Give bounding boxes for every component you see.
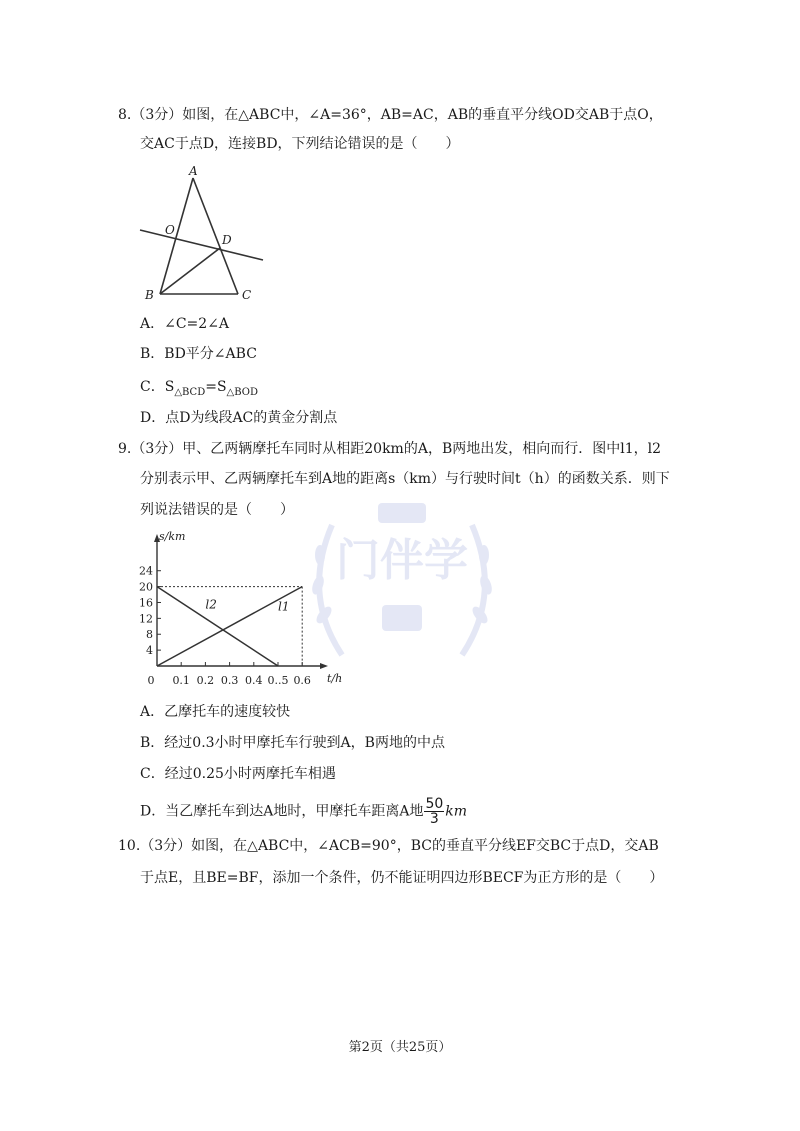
x-tick-label: 0..5 — [267, 674, 289, 687]
fraction-numerator: 50 — [425, 796, 444, 812]
label-d: D — [222, 233, 232, 247]
q8-line-1: 8.（3分）如图，在△ABC中，∠A=36°，AB=AC，AB的垂直平分线OD交AB于点O， — [118, 107, 663, 123]
q8-option-c-sub2: △BOD — [226, 386, 258, 398]
q8-option-d: D．点D为线段AC的黄金分割点 — [140, 410, 338, 426]
q8-line-2: 交AC于点D，连接BD，下列结论错误的是（ ） — [140, 136, 460, 152]
x-axis-arrow — [320, 663, 328, 669]
x-tick-label: 0.6 — [293, 674, 311, 687]
label-b: B — [145, 288, 154, 302]
q8-option-c-sub1: △BCD — [174, 386, 206, 398]
x-tick-label: 0.2 — [196, 674, 215, 687]
series-label-l1: l1 — [278, 599, 290, 614]
series-line-l2 — [157, 587, 278, 666]
q9-option-a: A．乙摩托车的速度较快 — [140, 704, 291, 720]
q8-option-b: B．BD平分∠ABC — [140, 346, 257, 362]
q9-line-2: 分别表示甲、乙两辆摩托车到A地的距离s（km）与行驶时间t（h）的函数关系．则下 — [140, 471, 670, 487]
fraction-denominator: 3 — [429, 811, 439, 827]
fraction-50-3 — [424, 797, 444, 826]
series-label-l2: l2 — [205, 597, 217, 612]
y-tick-label: 20 — [139, 580, 153, 594]
q10-line-2: 于点E，且BE=BF，添加一个条件，仍不能证明四边形BECF为正方形的是（ ） — [140, 870, 664, 886]
q9-option-d — [140, 797, 467, 826]
q10-line-1: 10.（3分）如图，在△ABC中，∠ACB=90°，BC的垂直平分线EF交BC于点D，交AB — [118, 838, 659, 854]
y-tick-label: 4 — [146, 644, 153, 658]
q9-option-b: B．经过0.3小时甲摩托车行驶到A，B两地的中点 — [140, 735, 445, 751]
watermark-text: 门伴学 — [336, 535, 468, 586]
line-od — [140, 230, 263, 260]
q9-option-d-unit: km — [445, 803, 468, 820]
y-axis-label: s/km — [159, 530, 186, 543]
q8-option-a: A．∠C=2∠A — [140, 316, 230, 332]
page-footer: 第2页（共25页） — [348, 1040, 452, 1055]
x-tick-label: 0.3 — [220, 674, 239, 687]
q8-triangle-figure — [135, 162, 270, 302]
q8-option-c-mid: =S — [205, 379, 227, 395]
q9-line-1: 9.（3分）甲、乙两辆摩托车同时从相距20km的A，B两地出发，相向而行．图中l1，l2 — [118, 441, 662, 457]
x-tick-label: 0.1 — [172, 674, 190, 687]
label-a: A — [189, 164, 198, 178]
x-tick-label: 0 — [147, 674, 155, 687]
q9-distance-time-chart — [135, 530, 345, 695]
q8-option-c-prefix: C．S — [140, 379, 175, 395]
q9-line-3: 列说法错误的是（ ） — [140, 502, 294, 518]
q9-option-c: C．经过0.25小时两摩托车相遇 — [140, 766, 336, 782]
y-tick-label: 12 — [139, 612, 153, 626]
segment-bd — [160, 248, 220, 294]
x-axis-label: t/h — [327, 672, 343, 685]
label-c: C — [242, 288, 252, 302]
x-tick-label: 0.4 — [245, 674, 263, 687]
y-tick-label: 24 — [139, 564, 153, 578]
q9-option-d-text: D．当乙摩托车到达A地时，甲摩托车距离A地 — [140, 803, 424, 820]
q8-option-c — [140, 377, 258, 403]
y-tick-label: 16 — [139, 596, 153, 610]
label-o: O — [165, 223, 175, 237]
y-tick-label: 8 — [146, 628, 153, 642]
